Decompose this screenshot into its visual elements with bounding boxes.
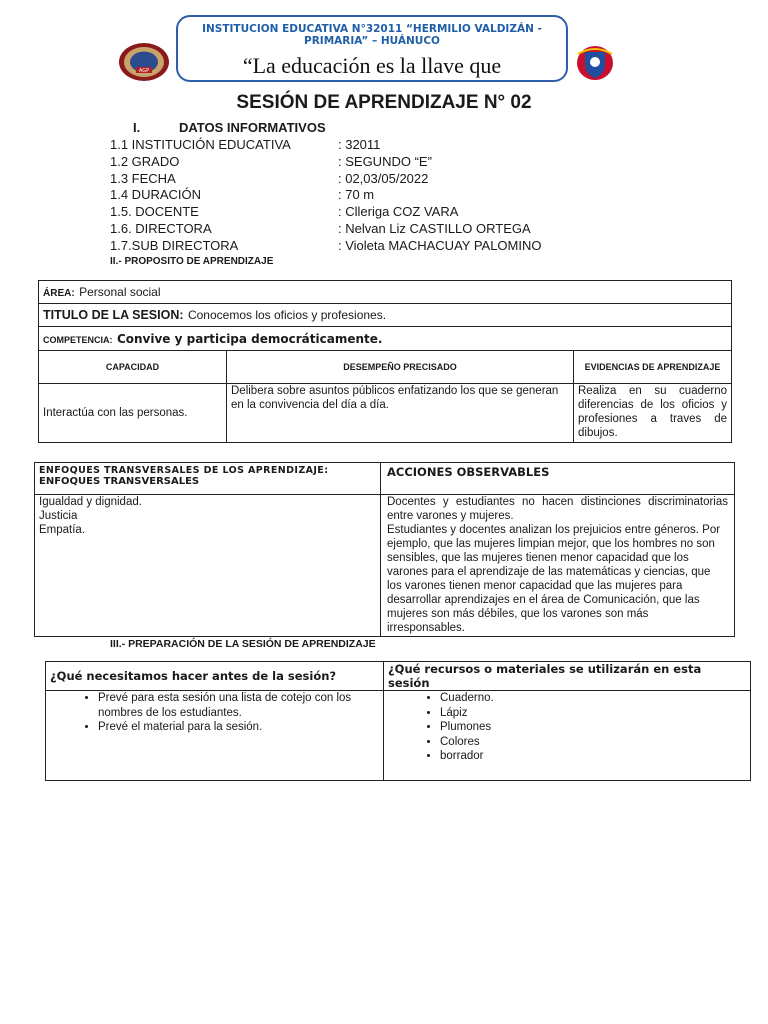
titulo-label: TITULO DE LA SESION:: [43, 308, 184, 322]
enfoques-head-2: ENFOQUES TRANSVERSALES: [39, 476, 200, 487]
competencia-cell: [39, 327, 732, 351]
info-row: [0, 137, 768, 154]
list-item: • Colores: [440, 735, 746, 750]
enfoque-value: Igualdad y dignidad.: [39, 496, 142, 508]
list-item: • Cuaderno.: [440, 691, 746, 706]
header-banner: [176, 15, 568, 82]
titulo-cell: [39, 304, 732, 327]
col-evidencias: EVIDENCIAS DE APRENDIZAJE: [574, 351, 732, 384]
section1-heading: DATOS INFORMATIVOS: [179, 120, 326, 135]
info-label: 1.1 INSTITUCIÓN EDUCATIVA: [110, 137, 291, 152]
list-item: • borrador: [440, 749, 746, 764]
info-row: [0, 221, 768, 238]
area-label: ÁREA:: [43, 288, 75, 299]
right-school-shield-icon: [572, 44, 618, 82]
competencia-label: COMPETENCIA:: [43, 334, 113, 345]
school-motto: “La educación es la llave que: [242, 53, 502, 78]
info-value: : 02,03/05/2022: [338, 170, 429, 186]
info-row: [0, 154, 768, 171]
enfoques-table: [34, 462, 735, 637]
accion-text: Docentes y estudiantes no hacen distinciones discriminatorias entre varones y mujeres.: [387, 496, 728, 522]
enfoques-head-1: ENFOQUES TRANSVERSALES DE LOS APRENDIZAJE:: [39, 465, 329, 476]
antes-list: [50, 691, 379, 735]
section3-heading: III.- PREPARACIÓN DE LA SESIÓN DE APRENDIZAJE: [110, 638, 376, 650]
table-row: [39, 384, 732, 443]
acciones-head: ACCIONES OBSERVABLES: [381, 463, 735, 495]
preparacion-row: [46, 691, 751, 781]
competencia-value: Convive y participa democráticamente.: [116, 331, 383, 346]
list-item: • Lápiz: [440, 706, 746, 721]
table-header-row: [39, 351, 732, 384]
info-value: : Violeta MACHACUAY PALOMINO: [338, 237, 542, 253]
enfoque-value: Justicia: [39, 510, 78, 522]
desempeno-cell: Delibera sobre asuntos públicos enfatizando los que se generan en la convivencia del día a día.: [227, 384, 574, 443]
antes-cell: [46, 691, 384, 781]
evidencias-cell: Realiza en su cuaderno diferencias de los oficios y profesiones a traves de dibujos.: [574, 384, 732, 443]
enfoques-values-cell: [35, 495, 381, 637]
left-school-logo: [118, 42, 170, 82]
preparacion-table: [45, 661, 751, 781]
info-label: 1.7.SUB DIRECTORA: [110, 237, 239, 253]
info-value: : Nelvan Liz CASTILLO ORTEGA: [338, 220, 531, 236]
page-title: SESIÓN DE APRENDIZAJE N° 02: [236, 92, 532, 113]
titulo-row: [39, 304, 732, 327]
capacidad-cell: Interactúa con las personas.: [39, 384, 227, 443]
info-row: [0, 171, 768, 188]
list-item: • Prevé el material para la sesión.: [98, 720, 379, 735]
info-value: : 70 m: [338, 187, 375, 203]
enfoques-row: [35, 495, 735, 637]
col-capacidad: CAPACIDAD: [39, 351, 227, 384]
competencia-row: [39, 327, 732, 351]
area-value: Personal social: [79, 285, 161, 299]
area-cell: [39, 281, 732, 304]
proposito-table: [38, 280, 732, 443]
preparacion-header-row: [46, 662, 751, 691]
info-row: [0, 204, 768, 221]
info-value: : Clleriga COZ VARA: [338, 204, 459, 220]
info-row: [0, 187, 768, 204]
col-recursos: ¿Qué recursos o materiales se utilizarán en esta sesión: [384, 662, 751, 691]
info-value: : SEGUNDO “E”: [338, 153, 432, 169]
recursos-cell: [384, 691, 751, 781]
logo-text: AGP: [138, 68, 150, 74]
col-antes: ¿Qué necesitamos hacer antes de la sesión?: [46, 662, 384, 691]
info-value: : 32011: [338, 137, 381, 152]
info-label: 1.6. DIRECTORA: [110, 220, 212, 236]
list-item: • Plumones: [440, 720, 746, 735]
info-label: 1.3 FECHA: [110, 170, 176, 186]
accion-text: Estudiantes y docentes analizan los prejuicios entre géneros. Por ejemplo, que las mujeres limpian mejor, que los hombres no son sensibles, que las mujeres tienen menor capacidad que los varones para el aprendizaje de las matemáticas y ciencias, que los varones tienen menor capacidad que las mujeres para desarrollar aprendizajes en el área de Comunicación, que las mujeres son más débiles, que los varones son más irresponsables.: [387, 524, 721, 634]
info-label: 1.4 DURACIÓN: [110, 187, 202, 203]
info-row: [0, 238, 768, 255]
titulo-value: Conocemos los oficios y profesiones.: [187, 308, 387, 322]
area-row: [39, 281, 732, 304]
enfoques-head-cell: [35, 463, 381, 495]
institution-name: INSTITUCION EDUCATIVA N°32011 “HERMILIO VALDIZÁN - PRIMARIA” – HUÁNUCO: [202, 23, 542, 47]
enfoque-value: Empatía.: [39, 524, 86, 536]
section2-heading: II.- PROPOSITO DE APRENDIZAJE: [110, 256, 274, 267]
datos-informativos-list: [0, 137, 768, 255]
section1-number: I.: [133, 120, 141, 135]
info-label: 1.5. DOCENTE: [110, 204, 199, 220]
col-desempeno: DESEMPEÑO PRECISADO: [227, 351, 574, 384]
enfoques-header-row: [35, 463, 735, 495]
list-item: • Prevé para esta sesión una lista de cotejo con los nombres de los estudiantes.: [98, 691, 379, 720]
acciones-cell: [381, 495, 735, 637]
recursos-list: [388, 691, 746, 764]
info-label: 1.2 GRADO: [110, 153, 180, 169]
